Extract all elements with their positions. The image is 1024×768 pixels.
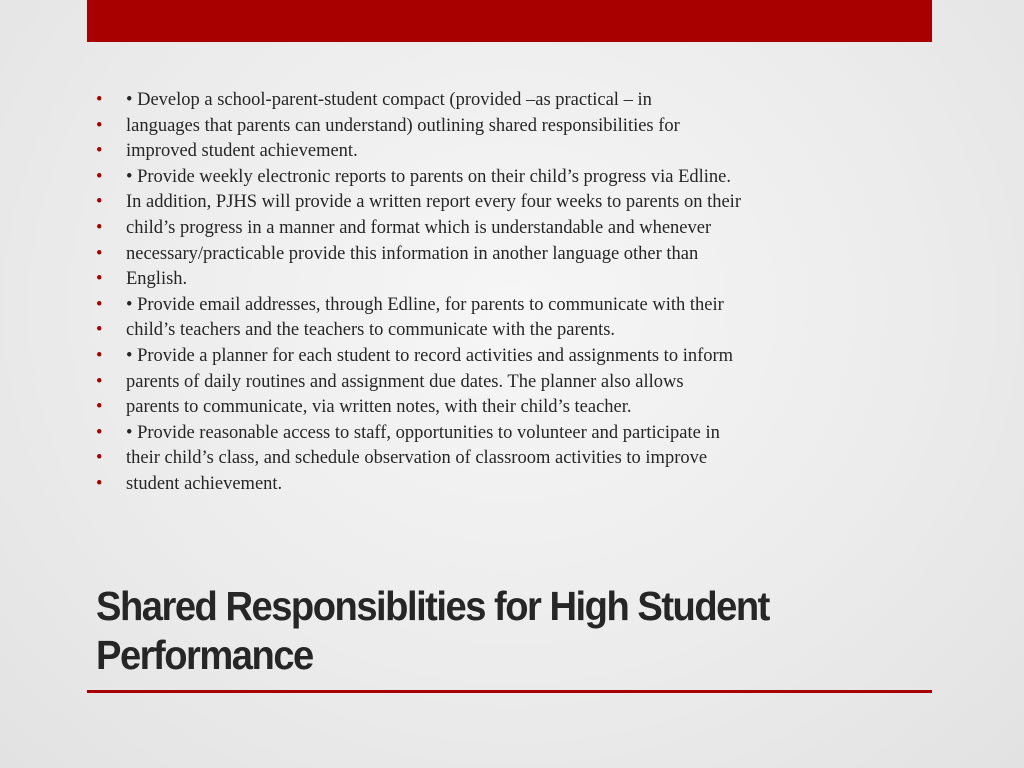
list-item [96, 165, 856, 191]
list-item-text: • Provide weekly electronic reports to parents on their child’s progress via Edline. [126, 166, 731, 187]
list-item-text: their child’s class, and schedule observation of classroom activities to improve [126, 448, 708, 469]
list-item [96, 293, 856, 319]
list-item [96, 395, 856, 421]
list-item [96, 446, 856, 472]
list-item-text: • Provide email addresses, through Edline, for parents to communicate with their [126, 294, 724, 315]
list-item [96, 318, 856, 344]
list-item [96, 370, 856, 396]
list-item [96, 216, 856, 242]
bullet-list [96, 88, 856, 498]
list-item [96, 242, 856, 268]
list-item [96, 139, 856, 165]
list-item-text: improved student achievement. [126, 141, 358, 162]
bullet-icon: • [96, 217, 103, 238]
list-item [96, 190, 856, 216]
bullet-icon: • [96, 90, 103, 110]
bullet-icon: • [96, 320, 103, 341]
list-item-text: • Provide reasonable access to staff, opportunities to volunteer and participate in [126, 422, 720, 443]
bullet-icon: • [96, 371, 103, 392]
list-item-text: In addition, PJHS will provide a written report every four weeks to parents on their [126, 192, 741, 213]
list-item [96, 267, 856, 293]
list-item-text: • Provide a planner for each student to record activities and assignments to inform [126, 345, 734, 366]
bullet-icon: • [96, 166, 103, 187]
top-accent-bar [87, 0, 932, 42]
list-item [96, 472, 856, 498]
slide-title-line-2: Performance [96, 632, 313, 678]
list-item-text: child’s progress in a manner and format which is understandable and whenever [126, 217, 712, 238]
list-item-text: child’s teachers and the teachers to communicate with the parents. [126, 320, 616, 341]
list-item-text: • Develop a school-parent-student compact (provided –as practical – in [126, 90, 652, 110]
list-item-text: parents of daily routines and assignment due dates. The planner also allows [126, 371, 684, 392]
list-item [96, 344, 856, 370]
bullet-icon: • [96, 192, 103, 213]
bullet-icon: • [96, 269, 103, 290]
bullet-icon: • [96, 294, 103, 315]
list-item-text: student achievement. [126, 473, 283, 494]
list-item [96, 421, 856, 447]
list-item-text: necessary/practicable provide this information in another language other than [126, 243, 699, 264]
bullet-icon: • [96, 243, 103, 264]
list-item [96, 114, 856, 140]
bullet-icon: • [96, 345, 103, 366]
list-item [96, 88, 856, 114]
slide-title-line-1: Shared Responsiblities for High Student [96, 583, 769, 629]
bullet-icon: • [96, 473, 103, 494]
title-underline [87, 690, 932, 693]
list-item-text: English. [126, 269, 188, 290]
slide-title [96, 582, 859, 680]
bullet-icon: • [96, 115, 103, 136]
bullet-icon: • [96, 141, 103, 162]
list-item-text: parents to communicate, via written notes, with their child’s teacher. [126, 397, 632, 418]
bullet-icon: • [96, 397, 103, 418]
list-item-text: languages that parents can understand) outlining shared responsibilities for [126, 115, 680, 136]
bullet-icon: • [96, 422, 103, 443]
bullet-icon: • [96, 448, 103, 469]
